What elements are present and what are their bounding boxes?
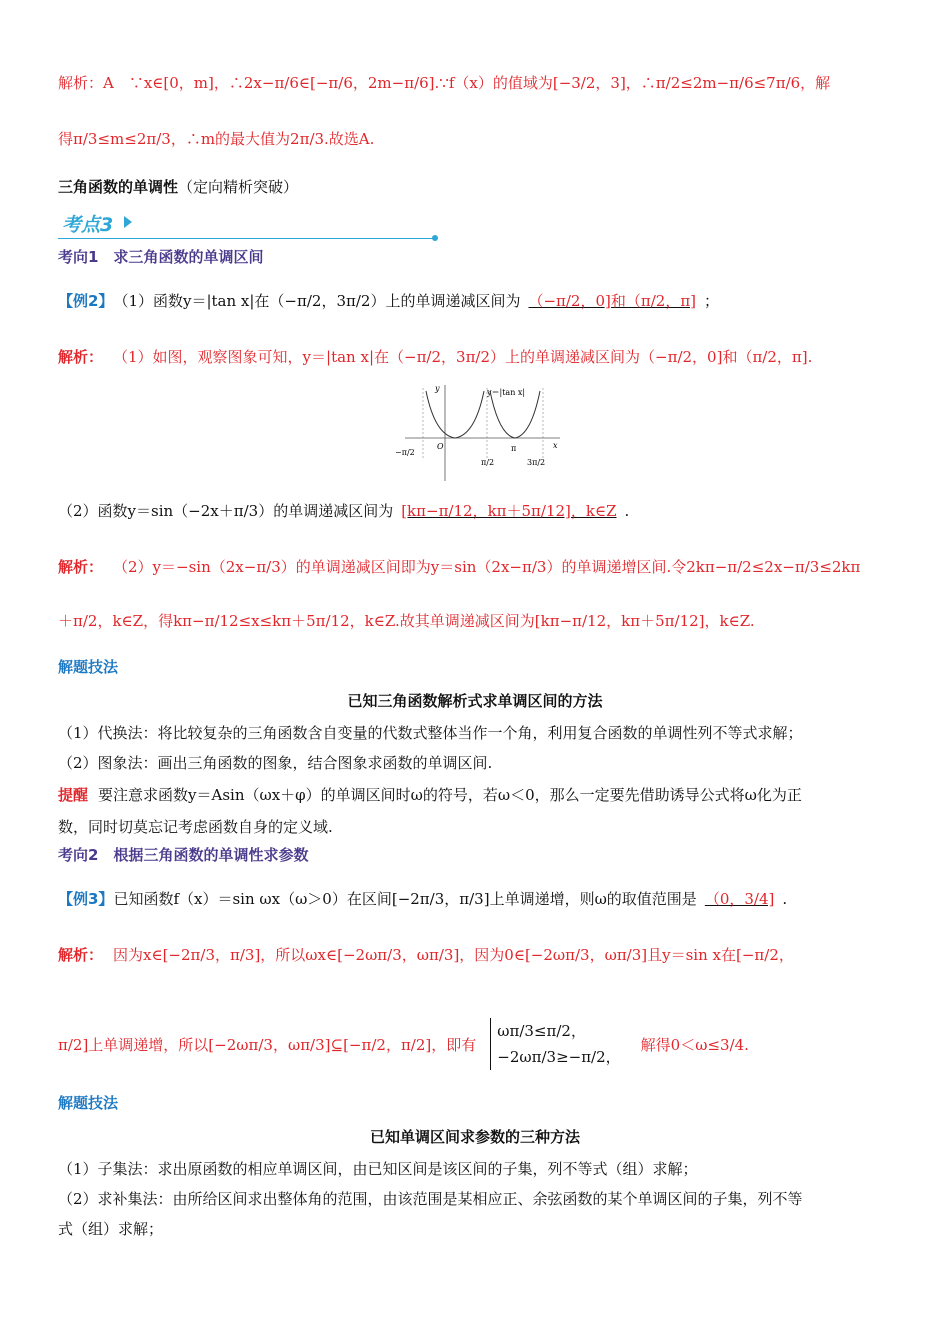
- method-text: （1）子集法：求出原函数的相应单调区间，由已知区间是该区间的子集，列不等式（组）求解；: [58, 1160, 698, 1178]
- jiexi-text: 因为x∈[−2π/3，π/3]，所以ωx∈[−2ωπ/3，ωπ/3]，因为0∈[−2ωπ/3，ωπ/3]且y＝sin x在[−π/2，: [113, 946, 794, 964]
- tick-three-half-pi: 3π/2: [527, 458, 546, 467]
- question-text: （2）函数y＝sin（−2x＋π/3）的单调递减区间为: [58, 502, 394, 520]
- method-text: （1）代换法：将比较复杂的三角函数含自变量的代数式整体当作一个角，利用复合函数的单调性列不等式求解；: [58, 724, 803, 742]
- method-text: 式（组）求解；: [58, 1220, 164, 1238]
- kaodian-banner: [58, 210, 438, 240]
- question-text: （1）函数y＝|tan x|在（−π/2，3π/2）上的单调递减区间为: [113, 292, 521, 310]
- jiexi-label: 解析：: [58, 558, 104, 576]
- method-2-item-2a: [58, 1188, 910, 1209]
- tixing-text: 数，同时切莫忘记考虑函数自身的定义域.: [58, 818, 333, 836]
- solution-line-1: [58, 72, 910, 93]
- method-2-title-row: [0, 1126, 950, 1147]
- kaoxiang-title: 考向1 求三角函数的单调区间: [58, 248, 264, 266]
- method-1-item-1: [58, 722, 910, 743]
- answer-blank: （0，3/4]: [704, 890, 775, 908]
- banner-rule: [58, 238, 436, 239]
- curve-right: [490, 391, 540, 438]
- jieti-label: 解题技法: [58, 658, 119, 676]
- method-text: （2）求补集法：由所给区间求出整体角的范围，由该范围是某相应正、余弦函数的某个单调区间的子集，列不等: [58, 1190, 803, 1208]
- example-label: 【例2】: [58, 292, 114, 310]
- method-title: 已知三角函数解析式求单调区间的方法: [347, 692, 603, 710]
- jiexi-text: π/2]上单调递增，所以[−2ωπ/3，ωπ/3]⊆[−π/2，π/2]，即有: [58, 1035, 477, 1054]
- x-label: x: [553, 441, 558, 450]
- jiexi-text: （1）如图，观察图象可知，y＝|tan x|在（−π/2，3π/2）上的单调递减区间为（−π/2，0]和（π/2，π].: [113, 348, 813, 366]
- example-label: 【例3】: [58, 890, 114, 908]
- tixing-line-1: [58, 784, 910, 805]
- inequality-1: ωπ/3≤π/2，: [497, 1022, 586, 1040]
- example-2-q2: （2）函数y＝sin（−2x＋π/3）的单调递减区间为 [kπ−π/12，kπ＋5π/12]，k∈Z .: [58, 501, 630, 520]
- example-3-q: 【例3】 已知函数f（x）＝sin ωx（ω＞0）在区间[−2π/3，π/3]上单调递增，则ω的取值范围是 （0，3/4] .: [58, 889, 788, 908]
- origin-label: O: [437, 442, 444, 451]
- example-3-jiexi-1: [58, 944, 910, 965]
- example-2-jiexi-1: [58, 346, 910, 367]
- question-text: 已知函数f（x）＝sin ωx（ω＞0）在区间[−2π/3，π/3]上单调递增，则ω的取值范围是: [113, 890, 697, 908]
- method-1-item-2: [58, 752, 910, 773]
- solution-line-2: [58, 128, 910, 149]
- inequality-2: −2ωπ/3≥−π/2，: [497, 1048, 621, 1066]
- kaoxiang-title: 考向2 根据三角函数的单调性求参数: [58, 846, 309, 864]
- example-2-q1: 【例2】 （1）函数y＝|tan x|在（−π/2，3π/2）上的单调递减区间为 （−π/2，0]和（π/2，π] ；: [58, 292, 720, 310]
- jieti-heading-1: [58, 656, 910, 677]
- banner-dot: [432, 235, 438, 241]
- solution-text: 得π/3≤m≤2π/3，∴m的最大值为2π/3.故选A.: [58, 130, 375, 148]
- triangle-icon: [124, 216, 132, 228]
- jiexi-text: （2）y＝−sin（2x−π/3）的单调递减区间即为y＝sin（2x−π/3）的单调递增区间.令2kπ−π/2≤2x−π/3≤2kπ: [113, 558, 861, 576]
- example-2-jiexi-2b: [58, 610, 910, 631]
- curve-left: [426, 391, 484, 438]
- kaoxiang-1: [58, 246, 910, 267]
- tixing-label: 提醒: [58, 786, 89, 804]
- solution-text: 解析：A ∵x∈[0，m]，∴2x−π/6∈[−π/6，2m−π/6].∵f（x）的值域为[−3/2，3]，∴π/2≤2m−π/6≤7π/6，解: [58, 74, 831, 92]
- kaodian-label: 考点3: [62, 214, 114, 236]
- jiexi-text: ＋π/2，k∈Z，得kπ−π/12≤x≤kπ＋5π/12，k∈Z.故其单调递减区间为[kπ−π/12，kπ＋5π/12]，k∈Z.: [58, 612, 755, 630]
- section-note: （定向精析突破）: [178, 178, 299, 196]
- tick-half-pi: π/2: [481, 458, 495, 467]
- tixing-line-2: [58, 816, 910, 837]
- method-2-item-1: [58, 1158, 910, 1179]
- jieti-label: 解题技法: [58, 1094, 119, 1112]
- example-2-jiexi-2a: [58, 556, 910, 577]
- example-3-jiexi-2: [58, 1018, 910, 1070]
- method-title: 已知单调区间求参数的三种方法: [369, 1128, 580, 1146]
- tick-pi: π: [511, 444, 517, 453]
- method-text: （2）图象法：画出三角函数的图象，结合图象求函数的单调区间.: [58, 754, 493, 772]
- section-title: 三角函数的单调性: [58, 178, 179, 196]
- method-2-item-2b: [58, 1218, 910, 1239]
- graph-title: y＝|tan x|: [487, 388, 526, 397]
- jiexi-label: 解析：: [58, 946, 104, 964]
- method-1-title-row: [0, 690, 950, 711]
- inequality-system: [490, 1018, 620, 1070]
- kaoxiang-2: [58, 844, 910, 865]
- tan-abs-graph: [395, 383, 565, 483]
- answer-blank: （−π/2，0]和（π/2，π]: [528, 292, 697, 310]
- tick-neg-half-pi: −π/2: [395, 448, 415, 457]
- tixing-text: 要注意求函数y＝Asin（ωx＋φ）的单调区间时ω的符号，若ω＜0，那么一定要先借助诱导公式将ω化为正: [98, 786, 802, 804]
- answer-blank: [kπ−π/12，kπ＋5π/12]，k∈Z: [401, 502, 617, 520]
- jiexi-label: 解析：: [58, 348, 104, 366]
- section-heading: [58, 176, 910, 197]
- jiexi-result: 解得0＜ω≤3/4.: [640, 1035, 749, 1054]
- y-label: y: [435, 384, 440, 393]
- jieti-heading-2: [58, 1092, 910, 1113]
